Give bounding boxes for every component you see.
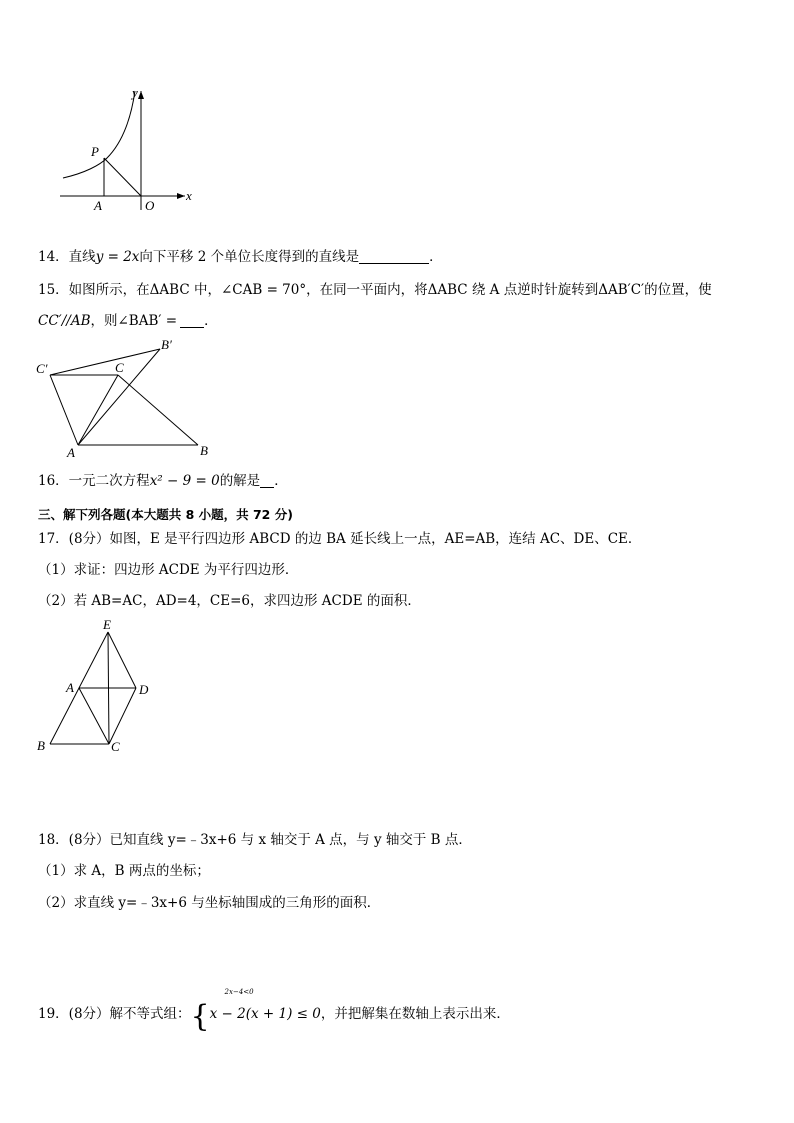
q19-inequality-1: 2x−4<0 [224,988,254,996]
label-Bprime: B′ [161,337,172,352]
q15-end: ． [204,313,218,329]
label-A: A [67,445,75,460]
label-B: B [200,443,208,458]
q16-prefix: 16．一元二次方程 [38,473,150,489]
question-17-part2: （2）若 AB=AC，AD=4，CE=6，求四边形 ACDE 的面积． [38,593,421,609]
q14-expr: y = 2x [95,249,140,265]
question-15-line1: 15．如图所示，在ΔABC 中，∠CAB = 70°，在同一平面内，将ΔABC 绕 A 点逆时针旋转到ΔAB′C′的位置，使 [38,282,712,298]
label-Cprime: C′ [36,361,48,376]
label-A: A [94,198,102,213]
label-y: y [132,85,138,100]
question-19 [38,988,510,1034]
label-B: B [37,738,45,753]
q14-rest: 向下平移 2 个单位长度得到的直线是 [139,249,360,265]
question-18-part2: （2）求直线 y=﹣3x+6 与坐标轴围成的三角形的面积． [38,895,381,911]
brace-icon: { [190,999,210,1034]
rotation-figure [30,335,220,460]
q15-answer-blank[interactable] [180,313,204,328]
label-C: C [115,360,124,375]
label-x: x [186,188,192,203]
question-15-line2 [38,312,218,330]
q16-answer-blank[interactable] [260,473,274,488]
label-A: A [66,680,74,695]
q19-ask: ，并把解集在数轴上表示出来． [320,1006,510,1022]
label-O: O [145,198,155,213]
label-E: E [103,618,111,632]
question-14 [38,248,443,266]
q14-answer-blank[interactable] [359,249,429,264]
question-18-part1: （1）求 A，B 两点的坐标； [38,863,210,879]
q15-condition: CC′//AB [38,313,91,329]
q16-equation: x² − 9 = 0 [149,473,220,489]
question-17-part1: （1）求证：四边形 ACDE 为平行四边形． [38,562,299,578]
parallelogram-figure [35,618,165,758]
q16-ask: 的解是 [219,473,261,489]
q14-end: ． [429,249,443,265]
label-C: C [111,739,120,754]
section-header: 三、解下列各题(本大题共 8 小题，共 72 分) [38,507,293,522]
q16-end: ． [274,473,288,489]
coordinate-figure [55,85,205,215]
q19-inequality-2: x − 2(x + 1) ≤ 0 [209,1006,321,1022]
question-16 [38,472,288,490]
label-P: P [91,144,99,159]
q19-inequality-system [190,988,321,1034]
question-18-stem: 18．(8分）已知直线 y=﹣3x+6 与 x 轴交于 A 点，与 y 轴交于 B 点． [38,832,472,848]
q14-prefix: 14．直线 [38,249,96,265]
q15-ask: ，则∠BAB′ = [90,313,178,329]
q19-prefix: 19．(8分）解不等式组： [38,1006,191,1022]
question-17-stem: 17．(8分）如图，E 是平行四边形 ABCD 的边 BA 延长线上一点，AE=AB，连结 AC、DE、CE． [38,531,642,547]
label-D: D [139,682,149,697]
